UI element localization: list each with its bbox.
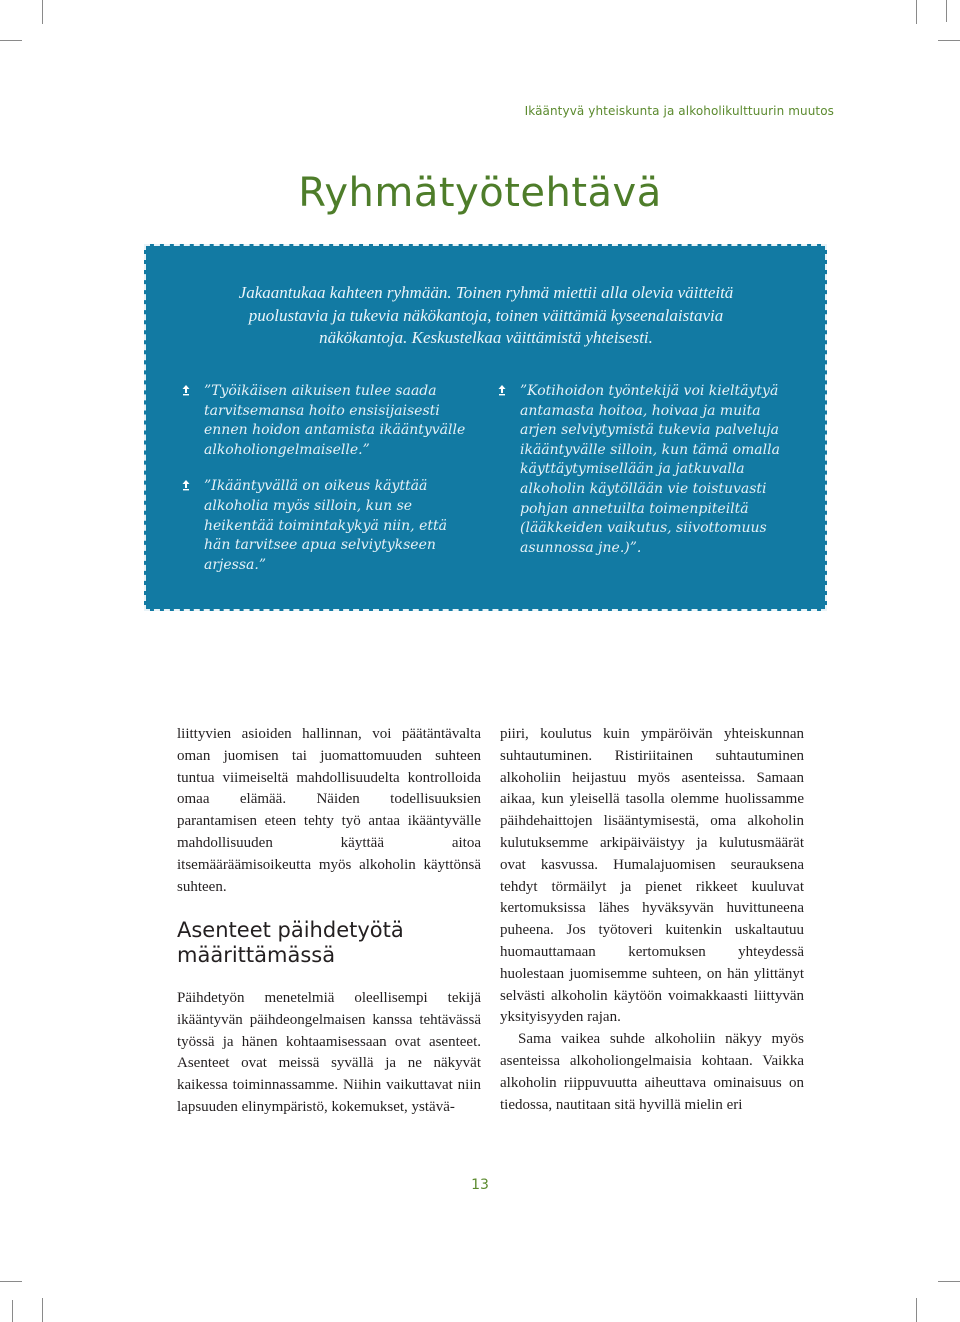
crop-mark (916, 0, 917, 24)
quote-item (496, 382, 786, 558)
crop-mark (0, 1281, 22, 1282)
leaf-bullet-icon (180, 384, 192, 396)
quote-item (180, 382, 470, 460)
task-box (144, 244, 827, 611)
quote-item (180, 477, 470, 575)
crop-mark (916, 1298, 917, 1322)
crop-mark (946, 0, 947, 22)
quote-text: ”Ikääntyvällä on oikeus käyttää alkoholia myös silloin, kun se heikentää toimintakykyä niin, että hän tarvitsee apua selviytykseen arjessa.” (204, 478, 447, 573)
section-paragraph: Päihdetyön menetelmiä oleellisempi tekijä ikääntyvän päihdeongelmaisen kanssa tehtävässä työssä ja hänen kohtaamisessaan ovat asenteet. Asenteet ovat meissä syvällä ja ne näkyvät kaikessa toiminnassamme. Niihin vaikuttavat niin lapsuuden elinympäristö, kokemukset, ystävä- (177, 990, 481, 1115)
body-column-right (500, 724, 804, 1116)
quotes-column-left (180, 382, 470, 592)
quotes-column-right (496, 382, 786, 575)
section-heading: Asenteet päihdetyötä määrittämässä (177, 918, 404, 967)
body-column-left (177, 724, 481, 898)
task-instructions: Jakaantukaa kahteen ryhmään. Toinen ryhmä miettii alla olevia väitteitä puolustavia ja tukevia näkökantoja, toinen väittämiä kyseenalaistavia näkökantoja. Keskustelkaa väittämistä yhteisesti. (238, 283, 734, 347)
body-paragraph: piiri, koulutus kuin ympäröivän yhteiskunnan suhtautuminen. Ristiriitainen suhtautuminen alkoholiin heijastuu myös asenteissa. Samaan aikaa, kun yleisellä tasolla olemme huolissamme päihdehaittojen lisääntymisestä, oma alkoholin kulutuksemme arkipäiväistyy ja kulutusmäärät ovat kasvussa. Humalajuomisen seurauksena tehdyt törmäilyt ja pienet rikkeet kuuluvat kertomuksissa lähes hyväksyvän huvittuneena puheena. Jos työtoveri kuitenkin uskaltautuu huomauttamaan kertomuksen yhteydessä huolestaan juomisemme suhteen, on hän ylittänyt selvästi alkoholin käytöön voimakkaasti liittyvän yksityisyyden rajan. (500, 726, 804, 1026)
body-paragraph: liittyvien asioiden hallinnan, voi päätäntävalta oman juomisen tai juomattomuuden suhteen tuntua viimeiseltä mahdollisuudelta kontrolloida omaa elämää. Näiden todellisuuksien parantamisen eteen tehty työ antaa ikääntyvälle mahdollisuuden käyttää aitoa itsemääräämisoikeutta myös alkoholin käyttönsä suhteen. (177, 726, 481, 895)
crop-mark (42, 0, 43, 24)
page-number: 13 (471, 1177, 489, 1193)
running-head: Ikääntyvä yhteiskunta ja alkoholikulttuurin muutos (524, 104, 834, 118)
page-title: Ryhmätyötehtävä (298, 170, 662, 216)
leaf-bullet-icon (180, 479, 192, 491)
crop-mark (12, 1300, 13, 1322)
crop-mark (42, 1298, 43, 1322)
body-paragraph: Sama vaikea suhde alkoholiin näkyy myös asenteissa alkoholiongelmaisia kohtaan. Vaikka alkoholin riippuvuutta aiheuttava ominaisuus on tiedossa, nautitaan sitä hyvillä mielin eri (500, 1031, 804, 1113)
quote-text: ”Kotihoidon työntekijä voi kieltäytyä antamasta hoitoa, hoivaa ja muita arjen selviytymistä tukevia palveluja ikääntyvälle silloin, kun tämä omalla käyttäytymisellään ja jatkuvalla alkoholin käytöllään vie toistuvasti pohjan annetuilta toimenpiteiltä (lääkkeiden vaikutus, siivottomuus asunnossa jne.)”. (520, 383, 780, 556)
crop-mark (938, 1281, 960, 1282)
leaf-bullet-icon (496, 384, 508, 396)
crop-mark (0, 40, 22, 41)
quote-text: ”Työikäisen aikuisen tulee saada tarvitsemansa hoito ensisijaisesti ennen hoidon antamista ikääntyvälle alkoholiongelmaiselle.” (204, 383, 466, 458)
crop-mark (938, 40, 960, 41)
